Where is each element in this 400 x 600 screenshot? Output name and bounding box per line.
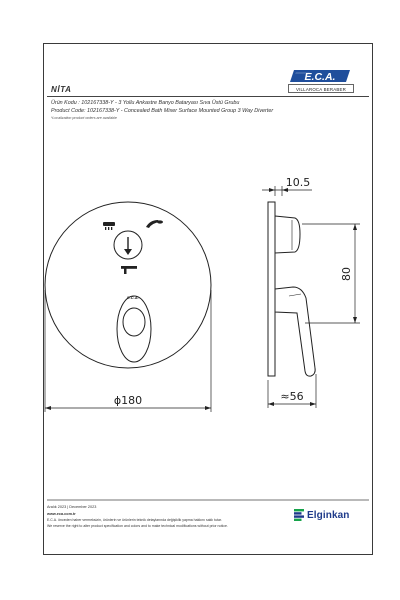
- front-view: [45, 202, 211, 412]
- handle-cap-ring: [123, 308, 145, 336]
- dim-10-5-arrow-left: [269, 188, 275, 192]
- elginkan-icon: [294, 509, 304, 521]
- mixer-handle: [117, 296, 151, 362]
- eca-logo-text: E.C.A.: [304, 71, 336, 84]
- handle-side: [275, 287, 315, 376]
- dim-80-arrow-top: [353, 224, 357, 230]
- side-view: [262, 186, 360, 408]
- dim-arrow-left: [45, 406, 51, 410]
- product-name: NİTA: [51, 85, 72, 94]
- diameter-label: ϕ180: [113, 394, 143, 407]
- handle-eca-mark: E.C.A.: [127, 295, 139, 300]
- diverter-arrow-head: [124, 249, 132, 255]
- dim-80-arrow-bottom: [353, 317, 357, 323]
- handle-side-detail: [289, 294, 301, 296]
- footer-disclaimer-tr: E.C.A. önceden haber vermeksizin, ürünlerin ve ürünlerin teknik detaylarında değişiklik yapma hakkını saklı tutar.: [47, 518, 222, 522]
- hand-shower-icon: [146, 220, 163, 228]
- localization-note: *Localization product orders are available: [51, 116, 117, 120]
- diverter-knob-side: [275, 216, 300, 253]
- dim-arrow-right: [205, 406, 211, 410]
- cover-plate-outline: [45, 202, 211, 368]
- dim-56-arrow-left: [268, 402, 274, 406]
- dim-56-arrow-right: [310, 402, 316, 406]
- footer-date: Aralık 2023 | December 2023: [47, 505, 97, 509]
- product-code-en: Product Code: 102167338-Y - Concealed Bath Mixer Surface Mounted Group 3 Way Diverter: [51, 108, 274, 114]
- product-code-tr: Ürün Kodu : 102167338-Y - 3 Yollu Ankastre Banyo Bataryası Sıva Üstü Grubu: [51, 100, 240, 106]
- shower-head-icon: [103, 222, 115, 230]
- plate-profile: [268, 202, 275, 376]
- elginkan-logo: [294, 508, 349, 522]
- projection-label: ≈56: [280, 390, 304, 403]
- footer-website[interactable]: www.eca.com.tr: [47, 512, 76, 516]
- eca-logo-subtitle: VILLAROCA BERABER: [288, 84, 354, 93]
- elginkan-wordmark: Elginkan: [307, 509, 350, 521]
- depth-top-label: 10.5: [285, 176, 311, 189]
- tub-spout-icon: [121, 266, 137, 274]
- height-side-label: 80: [340, 267, 353, 281]
- footer-disclaimer-en: We reserve the right to alter product specification and colors and to make technical modifications without prior notice.: [47, 524, 228, 528]
